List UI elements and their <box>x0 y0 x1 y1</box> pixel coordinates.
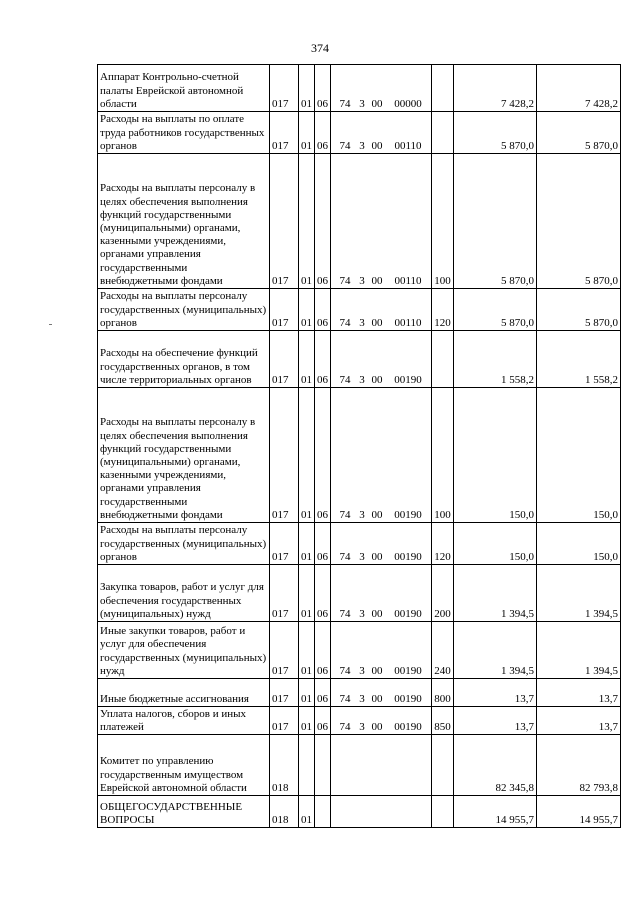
row-vr: 850 <box>432 707 454 735</box>
csr-part: 3 <box>359 692 365 705</box>
row-sum-2: 150,0 <box>537 523 621 565</box>
row-name: Иные бюджетные ассигнования <box>98 679 270 707</box>
row-name: Комитет по управлению государственным имуществом Еврейской автономной области <box>98 735 270 796</box>
row-pr: 06 <box>315 707 331 735</box>
csr-part: 74 <box>339 373 351 386</box>
table-row <box>98 679 621 707</box>
row-csr <box>331 679 432 707</box>
row-csr <box>331 565 432 622</box>
row-csr <box>331 796 432 828</box>
row-rz: 01 <box>299 289 315 331</box>
row-csr <box>331 154 432 289</box>
row-pr: 06 <box>315 154 331 289</box>
csr-part: 74 <box>339 274 351 287</box>
row-vr: 100 <box>432 388 454 523</box>
csr-part: 00 <box>371 139 383 152</box>
row-sum-1: 1 558,2 <box>454 331 537 388</box>
row-csr <box>331 331 432 388</box>
row-rz: 01 <box>299 65 315 112</box>
row-ved: 017 <box>270 565 299 622</box>
csr-part: 74 <box>339 139 351 152</box>
row-name: Аппарат Контрольно-счетной палаты Еврейской автономной области <box>98 65 270 112</box>
csr-part: 74 <box>339 316 351 329</box>
table-row <box>98 523 621 565</box>
csr-part: 3 <box>359 97 365 110</box>
csr-part: 00 <box>371 607 383 620</box>
row-sum-2: 1 394,5 <box>537 565 621 622</box>
csr-code <box>333 275 429 288</box>
row-ved: 017 <box>270 112 299 154</box>
row-vr <box>432 65 454 112</box>
csr-part: 00 <box>371 97 383 110</box>
csr-part: 00 <box>371 274 383 287</box>
row-pr: 06 <box>315 679 331 707</box>
row-name: Расходы на выплаты персоналу в целях обеспечения выполнения функций государственными (муниципальными) органами, казенными учреждениями, органами управления государственными внебюджетными фондами <box>98 388 270 523</box>
csr-code <box>333 608 429 621</box>
row-sum-1: 14 955,7 <box>454 796 537 828</box>
row-vr: 240 <box>432 622 454 679</box>
row-ved: 017 <box>270 679 299 707</box>
row-rz: 01 <box>299 331 315 388</box>
row-name: ОБЩЕГОСУДАРСТВЕННЫЕ ВОПРОСЫ <box>98 796 270 828</box>
table-row <box>98 289 621 331</box>
csr-part: 3 <box>359 274 365 287</box>
row-sum-1: 1 394,5 <box>454 622 537 679</box>
row-rz: 01 <box>299 796 315 828</box>
row-vr: 800 <box>432 679 454 707</box>
row-rz: 01 <box>299 622 315 679</box>
row-ved: 017 <box>270 622 299 679</box>
row-pr <box>315 735 331 796</box>
row-name: Расходы на выплаты по оплате труда работников государственных органов <box>98 112 270 154</box>
row-rz: 01 <box>299 112 315 154</box>
row-sum-2: 13,7 <box>537 707 621 735</box>
csr-part: 00 <box>371 316 383 329</box>
row-sum-2: 14 955,7 <box>537 796 621 828</box>
row-rz: 01 <box>299 707 315 735</box>
csr-code <box>333 140 429 153</box>
csr-part: 00190 <box>394 607 422 620</box>
csr-code <box>333 551 429 564</box>
csr-part: 00190 <box>394 373 422 386</box>
csr-part: 74 <box>339 97 351 110</box>
row-csr <box>331 707 432 735</box>
row-sum-1: 150,0 <box>454 523 537 565</box>
row-ved: 017 <box>270 388 299 523</box>
csr-part: 3 <box>359 373 365 386</box>
table-row <box>98 331 621 388</box>
row-name: Иные закупки товаров, работ и услуг для обеспечения государственных (муниципальных) нужд <box>98 622 270 679</box>
table-row <box>98 154 621 289</box>
row-csr <box>331 65 432 112</box>
csr-part: 00110 <box>394 274 422 287</box>
row-rz: 01 <box>299 523 315 565</box>
row-rz: 01 <box>299 679 315 707</box>
row-csr <box>331 523 432 565</box>
row-vr <box>432 112 454 154</box>
row-name: Расходы на обеспечение функций государственных органов, в том числе территориальных органов <box>98 331 270 388</box>
csr-code <box>333 693 429 706</box>
table-row <box>98 112 621 154</box>
row-sum-2: 1 558,2 <box>537 331 621 388</box>
csr-part: 3 <box>359 607 365 620</box>
row-pr: 06 <box>315 331 331 388</box>
csr-part: 74 <box>339 550 351 563</box>
row-pr: 06 <box>315 565 331 622</box>
csr-part: 00190 <box>394 550 422 563</box>
row-name: Уплата налогов, сборов и иных платежей <box>98 707 270 735</box>
row-csr <box>331 388 432 523</box>
row-vr <box>432 735 454 796</box>
csr-part: 74 <box>339 664 351 677</box>
row-sum-2: 7 428,2 <box>537 65 621 112</box>
csr-part: 00190 <box>394 720 422 733</box>
row-sum-2: 82 793,8 <box>537 735 621 796</box>
row-sum-1: 82 345,8 <box>454 735 537 796</box>
table-row <box>98 622 621 679</box>
row-rz: 01 <box>299 565 315 622</box>
row-ved: 017 <box>270 65 299 112</box>
row-name: Закупка товаров, работ и услуг для обеспечения государственных (муниципальных) нужд <box>98 565 270 622</box>
csr-code <box>333 317 429 330</box>
row-sum-1: 13,7 <box>454 679 537 707</box>
csr-part: 74 <box>339 508 351 521</box>
row-name: Расходы на выплаты персоналу государственных (муниципальных) органов <box>98 523 270 565</box>
row-ved: 018 <box>270 796 299 828</box>
row-vr <box>432 796 454 828</box>
row-ved: 018 <box>270 735 299 796</box>
table-row <box>98 565 621 622</box>
row-csr <box>331 289 432 331</box>
csr-code <box>333 721 429 734</box>
row-ved: 017 <box>270 707 299 735</box>
row-pr: 06 <box>315 523 331 565</box>
row-name: Расходы на выплаты персоналу государственных (муниципальных) органов <box>98 289 270 331</box>
row-pr: 06 <box>315 289 331 331</box>
row-rz: 01 <box>299 388 315 523</box>
row-ved: 017 <box>270 154 299 289</box>
row-pr <box>315 796 331 828</box>
row-vr <box>432 331 454 388</box>
csr-part: 00000 <box>394 97 422 110</box>
csr-part: 00 <box>371 550 383 563</box>
row-pr: 06 <box>315 65 331 112</box>
row-sum-1: 150,0 <box>454 388 537 523</box>
budget-table <box>97 64 621 828</box>
csr-part: 3 <box>359 139 365 152</box>
csr-part: 00 <box>371 508 383 521</box>
csr-code <box>333 98 429 111</box>
scan-artifact <box>49 324 52 325</box>
csr-part: 3 <box>359 720 365 733</box>
csr-part: 74 <box>339 720 351 733</box>
row-rz: 01 <box>299 154 315 289</box>
csr-part: 3 <box>359 664 365 677</box>
row-sum-2: 5 870,0 <box>537 289 621 331</box>
row-sum-2: 5 870,0 <box>537 154 621 289</box>
csr-part: 00 <box>371 692 383 705</box>
csr-code <box>333 665 429 678</box>
row-sum-2: 13,7 <box>537 679 621 707</box>
row-name: Расходы на выплаты персоналу в целях обеспечения выполнения функций государственными (муниципальными) органами, казенными учреждениями, органами управления государственными внебюджетными фондами <box>98 154 270 289</box>
row-vr: 200 <box>432 565 454 622</box>
csr-part: 00 <box>371 664 383 677</box>
row-csr <box>331 112 432 154</box>
row-sum-2: 150,0 <box>537 388 621 523</box>
row-pr: 06 <box>315 112 331 154</box>
row-ved: 017 <box>270 331 299 388</box>
row-sum-1: 5 870,0 <box>454 154 537 289</box>
row-vr: 120 <box>432 523 454 565</box>
csr-part: 00 <box>371 373 383 386</box>
table-row <box>98 65 621 112</box>
row-ved: 017 <box>270 289 299 331</box>
row-sum-1: 7 428,2 <box>454 65 537 112</box>
csr-part: 00 <box>371 720 383 733</box>
page-number: 374 <box>311 41 329 55</box>
row-sum-1: 13,7 <box>454 707 537 735</box>
csr-part: 00190 <box>394 664 422 677</box>
csr-part: 00110 <box>394 139 422 152</box>
table-row <box>98 388 621 523</box>
table-row <box>98 796 621 828</box>
row-vr: 120 <box>432 289 454 331</box>
csr-part: 3 <box>359 316 365 329</box>
table-body <box>98 65 621 828</box>
row-sum-2: 5 870,0 <box>537 112 621 154</box>
row-pr: 06 <box>315 622 331 679</box>
row-pr: 06 <box>315 388 331 523</box>
row-sum-2: 1 394,5 <box>537 622 621 679</box>
row-vr: 100 <box>432 154 454 289</box>
row-csr <box>331 735 432 796</box>
csr-part: 3 <box>359 550 365 563</box>
row-ved: 017 <box>270 523 299 565</box>
csr-part: 00110 <box>394 316 422 329</box>
csr-part: 00190 <box>394 508 422 521</box>
table-row <box>98 707 621 735</box>
row-csr <box>331 622 432 679</box>
table-row <box>98 735 621 796</box>
row-sum-1: 5 870,0 <box>454 289 537 331</box>
csr-code <box>333 509 429 522</box>
row-sum-1: 5 870,0 <box>454 112 537 154</box>
csr-code <box>333 374 429 387</box>
row-sum-1: 1 394,5 <box>454 565 537 622</box>
csr-part: 74 <box>339 607 351 620</box>
row-rz <box>299 735 315 796</box>
csr-part: 00190 <box>394 692 422 705</box>
csr-part: 3 <box>359 508 365 521</box>
csr-part: 74 <box>339 692 351 705</box>
